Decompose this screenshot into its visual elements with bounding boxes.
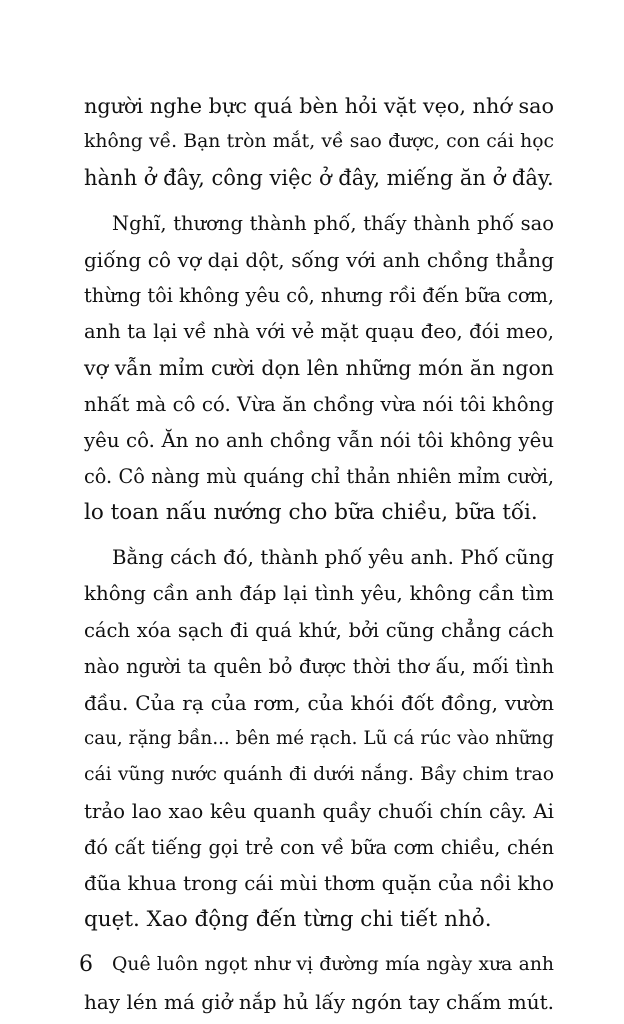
text-line: đó cất tiếng gọi trẻ con về bữa cơm chiều, chén: [84, 835, 554, 859]
text-line: đũa khua trong cái mùi thơm quặn của nồi kho: [84, 871, 554, 895]
text-line: quẹt. Xao động đến từng chi tiết nhỏ.: [84, 907, 492, 933]
text-line: vợ vẫn mỉm cười dọn lên những món ăn ngon: [84, 356, 554, 381]
text-line: thừng tôi không yêu cô, nhưng rồi đến bữa cơm,: [84, 283, 554, 307]
text-line: Nghĩ, thương thành phố, thấy thành phố sao: [112, 211, 554, 235]
text-line: hành ở đây, công việc ở đây, miếng ăn ở đây.: [84, 166, 554, 191]
paragraph-2: [84, 206, 554, 532]
text-line: người nghe bực quá bèn hỏi vặt vẹo, nhớ sao: [84, 94, 554, 118]
text-line: không về. Bạn tròn mắt, về sao được, con cái học: [84, 131, 554, 153]
paragraph-1: [84, 88, 554, 197]
text-line: Quê luôn ngọt như vị đường mía ngày xưa anh: [112, 954, 554, 976]
text-line: cô. Cô nàng mù quáng chỉ thản nhiên mỉm cười,: [84, 464, 554, 488]
text-line: không cần anh đáp lại tình yêu, không cần tìm: [84, 582, 554, 606]
text-line: đầu. Của rạ của rơm, của khói đốt đồng, vườn: [84, 691, 554, 715]
paragraph-4: [84, 947, 554, 1019]
text-line: nhất mà cô có. Vừa ăn chồng vừa nói tôi không: [84, 392, 554, 416]
page-body-text: [84, 88, 554, 1020]
text-line: cách xóa sạch đi quá khứ, bởi cũng chẳng cách: [84, 618, 554, 642]
text-line: cau, rặng bần... bên mé rạch. Lũ cá rúc vào những: [84, 728, 554, 750]
text-line: cái vũng nước quánh đi dưới nắng. Bầy chim trao: [84, 764, 554, 786]
text-line: trảo lao xao kêu quanh quầy chuối chín cây. Ai: [84, 799, 554, 823]
text-line: Bằng cách đó, thành phố yêu anh. Phố cũng: [112, 546, 554, 570]
text-line: giống cô vợ dại dột, sống với anh chồng thẳng: [84, 247, 554, 272]
text-line: nào người ta quên bỏ được thời thơ ấu, mối tình: [84, 654, 554, 678]
text-line: lo toan nấu nướng cho bữa chiều, bữa tối.: [84, 500, 538, 526]
text-line: anh ta lại về nhà với vẻ mặt quạu đeo, đói meo,: [84, 320, 554, 344]
page-number: 6: [79, 952, 93, 977]
text-line: yêu cô. Ăn no anh chồng vẫn nói tôi không yêu: [84, 428, 554, 452]
text-line: hay lén má giở nắp hủ lấy ngón tay chấm mút.: [84, 989, 554, 1014]
paragraph-3: [84, 540, 554, 938]
